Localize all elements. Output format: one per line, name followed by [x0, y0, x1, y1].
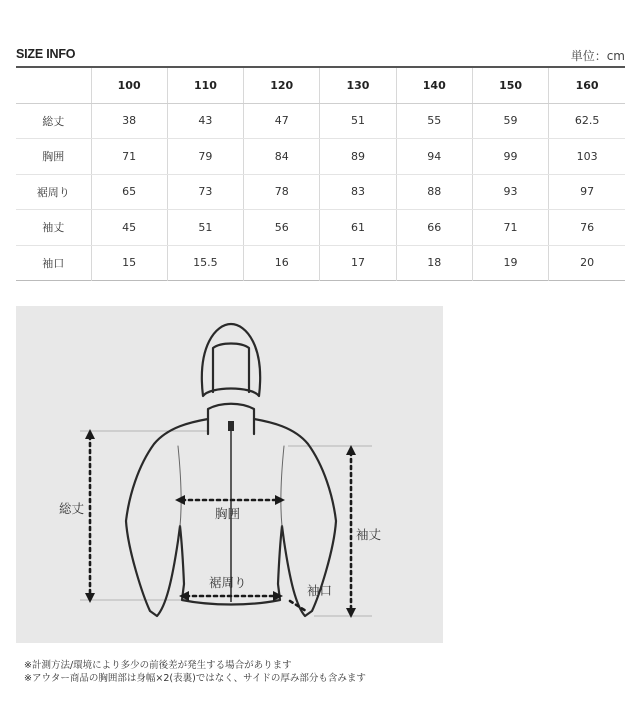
- table-header-cell: 100: [91, 67, 167, 103]
- table-cell: 15.5: [167, 245, 243, 281]
- table-row: [16, 245, 625, 281]
- table-header-cell: 140: [396, 67, 472, 103]
- table-cell: 55: [396, 103, 472, 139]
- row-label: 裾周り: [16, 174, 91, 210]
- table-row: [16, 174, 625, 210]
- label-hem: 裾周り: [209, 575, 247, 590]
- table-cell: 62.5: [549, 103, 625, 139]
- table-cell: 83: [320, 174, 396, 210]
- table-header-cell: 150: [472, 67, 548, 103]
- table-cell: 15: [91, 245, 167, 281]
- table-header-cell: 130: [320, 67, 396, 103]
- note-line: ※計測方法/環境により多少の前後差が発生する場合があります: [24, 660, 292, 671]
- table-cell: 45: [91, 210, 167, 246]
- table-header-row: [16, 67, 625, 103]
- table-cell: 66: [396, 210, 472, 246]
- table-cell: 18: [396, 245, 472, 281]
- total-length-arrow-down: [85, 593, 95, 603]
- table-cell: 97: [549, 174, 625, 210]
- table-cell: 65: [91, 174, 167, 210]
- table-cell: 16: [244, 245, 320, 281]
- row-label: 袖丈: [16, 210, 91, 246]
- hood-outline: [202, 324, 260, 396]
- table-cell: 76: [549, 210, 625, 246]
- measurement-diagram: [16, 306, 443, 643]
- table-cell: 89: [320, 139, 396, 175]
- row-label: 胸囲: [16, 139, 91, 175]
- table-cell: 56: [244, 210, 320, 246]
- zipper-pull: [228, 421, 234, 431]
- label-sleeve-length: 袖丈: [356, 527, 382, 542]
- label-cuff: 袖口: [307, 583, 333, 598]
- table-cell: 93: [472, 174, 548, 210]
- table-header-cell: 160: [549, 67, 625, 103]
- size-table: [16, 66, 625, 281]
- table-cell: 38: [91, 103, 167, 139]
- label-chest: 胸囲: [215, 506, 241, 521]
- row-label: 総丈: [16, 103, 91, 139]
- note-line: ※アウター商品の胸囲部は身幅×2(表裏)ではなく、サイドの厚み部分も含みます: [24, 673, 366, 684]
- table-cell: 84: [244, 139, 320, 175]
- chest-arrow-right: [275, 495, 285, 505]
- table-cell: 61: [320, 210, 396, 246]
- chest-arrow-left: [175, 495, 185, 505]
- table-cell: 51: [167, 210, 243, 246]
- table-cell: 78: [244, 174, 320, 210]
- table-cell: 43: [167, 103, 243, 139]
- hood-inner: [213, 344, 249, 393]
- table-cell: 71: [91, 139, 167, 175]
- size-info-header: [16, 44, 625, 66]
- table-cell: 71: [472, 210, 548, 246]
- jacket-illustration: [16, 306, 443, 643]
- table-cell: 17: [320, 245, 396, 281]
- right-armhole-seam: [281, 446, 284, 526]
- table-cell: 79: [167, 139, 243, 175]
- label-total-length: 総丈: [59, 501, 85, 516]
- table-cell: 73: [167, 174, 243, 210]
- table-row: [16, 139, 625, 175]
- table-row: [16, 210, 625, 246]
- table-cell: 94: [396, 139, 472, 175]
- table-cell: 47: [244, 103, 320, 139]
- table-cell: 103: [549, 139, 625, 175]
- section-title: SIZE INFO: [16, 47, 76, 61]
- table-cell: 51: [320, 103, 396, 139]
- table-cell: 59: [472, 103, 548, 139]
- table-header-cell: [16, 67, 91, 103]
- table-row: [16, 103, 625, 139]
- notes: [24, 659, 366, 685]
- table-header-cell: 110: [167, 67, 243, 103]
- table-cell: 99: [472, 139, 548, 175]
- row-label: 袖口: [42, 256, 65, 270]
- unit-label: 単位：cm: [570, 49, 625, 63]
- table-cell: 19: [472, 245, 548, 281]
- table-cell: 20: [549, 245, 625, 281]
- table-cell: 88: [396, 174, 472, 210]
- table-header-cell: 120: [244, 67, 320, 103]
- left-armhole-seam: [178, 446, 181, 526]
